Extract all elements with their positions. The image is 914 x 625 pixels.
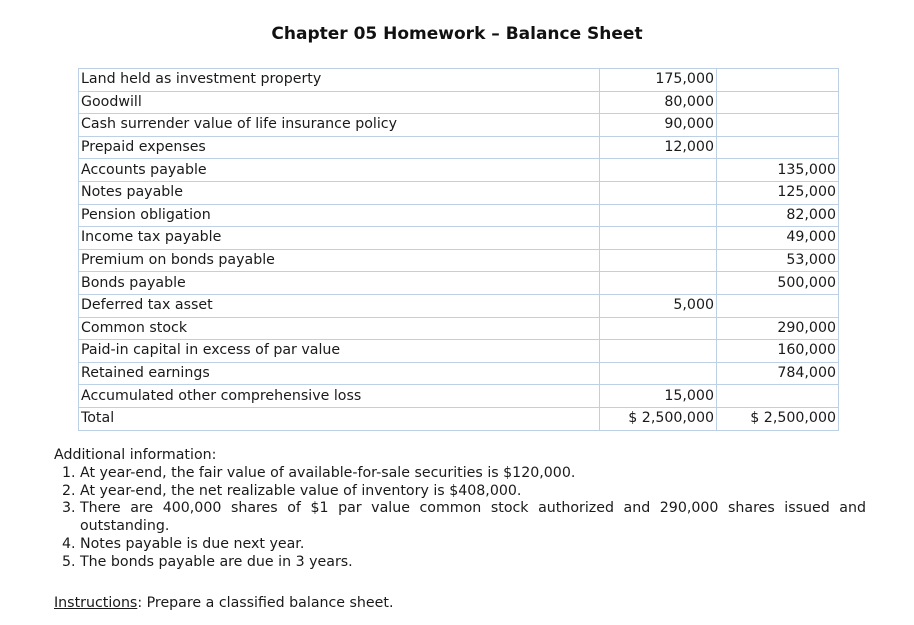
debit-amount: [600, 204, 717, 227]
additional-information-heading: Additional information:: [54, 447, 217, 463]
account-name: Accounts payable: [79, 159, 600, 182]
table-row: [79, 159, 839, 182]
table-row: [79, 69, 839, 92]
table-row: [79, 181, 839, 204]
list-item: 5. The bonds payable are due in 3 years.: [80, 554, 866, 572]
account-name: Notes payable: [79, 181, 600, 204]
debit-amount: 80,000: [600, 91, 717, 114]
debit-amount: 90,000: [600, 114, 717, 137]
table-row: [79, 317, 839, 340]
list-item: 4. Notes payable is due next year.: [80, 536, 866, 554]
credit-amount: 784,000: [717, 362, 839, 385]
debit-amount: [600, 317, 717, 340]
balance-sheet-body: [79, 69, 839, 431]
debit-amount: 5,000: [600, 294, 717, 317]
credit-amount: 160,000: [717, 340, 839, 363]
credit-amount: 49,000: [717, 227, 839, 250]
debit-amount: [600, 362, 717, 385]
credit-amount: 290,000: [717, 317, 839, 340]
debit-amount: [600, 340, 717, 363]
debit-amount: [600, 159, 717, 182]
debit-amount: [600, 227, 717, 250]
account-name: Common stock: [79, 317, 600, 340]
table-row: [79, 249, 839, 272]
table-row: [79, 340, 839, 363]
account-name: Pension obligation: [79, 204, 600, 227]
debit-amount: [600, 181, 717, 204]
table-row: [79, 385, 839, 408]
credit-amount: 135,000: [717, 159, 839, 182]
page-title: Chapter 05 Homework – Balance Sheet: [271, 24, 643, 44]
instructions-label: Instructions: [54, 595, 138, 611]
total-label: Total: [79, 407, 600, 430]
credit-amount: [717, 91, 839, 114]
credit-amount: 500,000: [717, 272, 839, 295]
credit-amount: [717, 114, 839, 137]
instructions-text: : Prepare a classified balance sheet.: [137, 595, 394, 611]
balance-sheet-table: [78, 68, 839, 431]
account-name: Goodwill: [79, 91, 600, 114]
account-name: Cash surrender value of life insurance policy: [79, 114, 600, 137]
list-item: 1. At year-end, the fair value of available-for-sale securities is $120,000.: [80, 465, 866, 483]
credit-amount: [717, 294, 839, 317]
credit-amount: 82,000: [717, 204, 839, 227]
account-name: Paid-in capital in excess of par value: [79, 340, 600, 363]
account-name: Deferred tax asset: [79, 294, 600, 317]
instructions: [54, 594, 393, 612]
table-row: [79, 272, 839, 295]
table-row: [79, 91, 839, 114]
account-name: Income tax payable: [79, 227, 600, 250]
debit-amount: 15,000: [600, 385, 717, 408]
credit-amount: 53,000: [717, 249, 839, 272]
account-name: Accumulated other comprehensive loss: [79, 385, 600, 408]
account-name: Retained earnings: [79, 362, 600, 385]
total-credit: $ 2,500,000: [717, 407, 839, 430]
debit-amount: [600, 249, 717, 272]
account-name: Premium on bonds payable: [79, 249, 600, 272]
credit-amount: 125,000: [717, 181, 839, 204]
additional-information-list: [54, 465, 866, 572]
total-debit: $ 2,500,000: [600, 407, 717, 430]
debit-amount: 12,000: [600, 136, 717, 159]
credit-amount: [717, 69, 839, 92]
additional-information: [54, 447, 866, 572]
total-row: [79, 407, 839, 430]
list-item: 2. At year-end, the net realizable value of inventory is $408,000.: [80, 483, 866, 501]
table-row: [79, 204, 839, 227]
table-row: [79, 294, 839, 317]
account-name: Land held as investment property: [79, 69, 600, 92]
account-name: Bonds payable: [79, 272, 600, 295]
table-row: [79, 362, 839, 385]
list-item: 3. There are 400,000 shares of $1 par value common stock authorized and 290,000 shares issued and outstanding.: [80, 500, 866, 536]
account-name: Prepaid expenses: [79, 136, 600, 159]
debit-amount: 175,000: [600, 69, 717, 92]
table-row: [79, 227, 839, 250]
table-row: [79, 114, 839, 137]
table-row: [79, 136, 839, 159]
debit-amount: [600, 272, 717, 295]
credit-amount: [717, 136, 839, 159]
credit-amount: [717, 385, 839, 408]
